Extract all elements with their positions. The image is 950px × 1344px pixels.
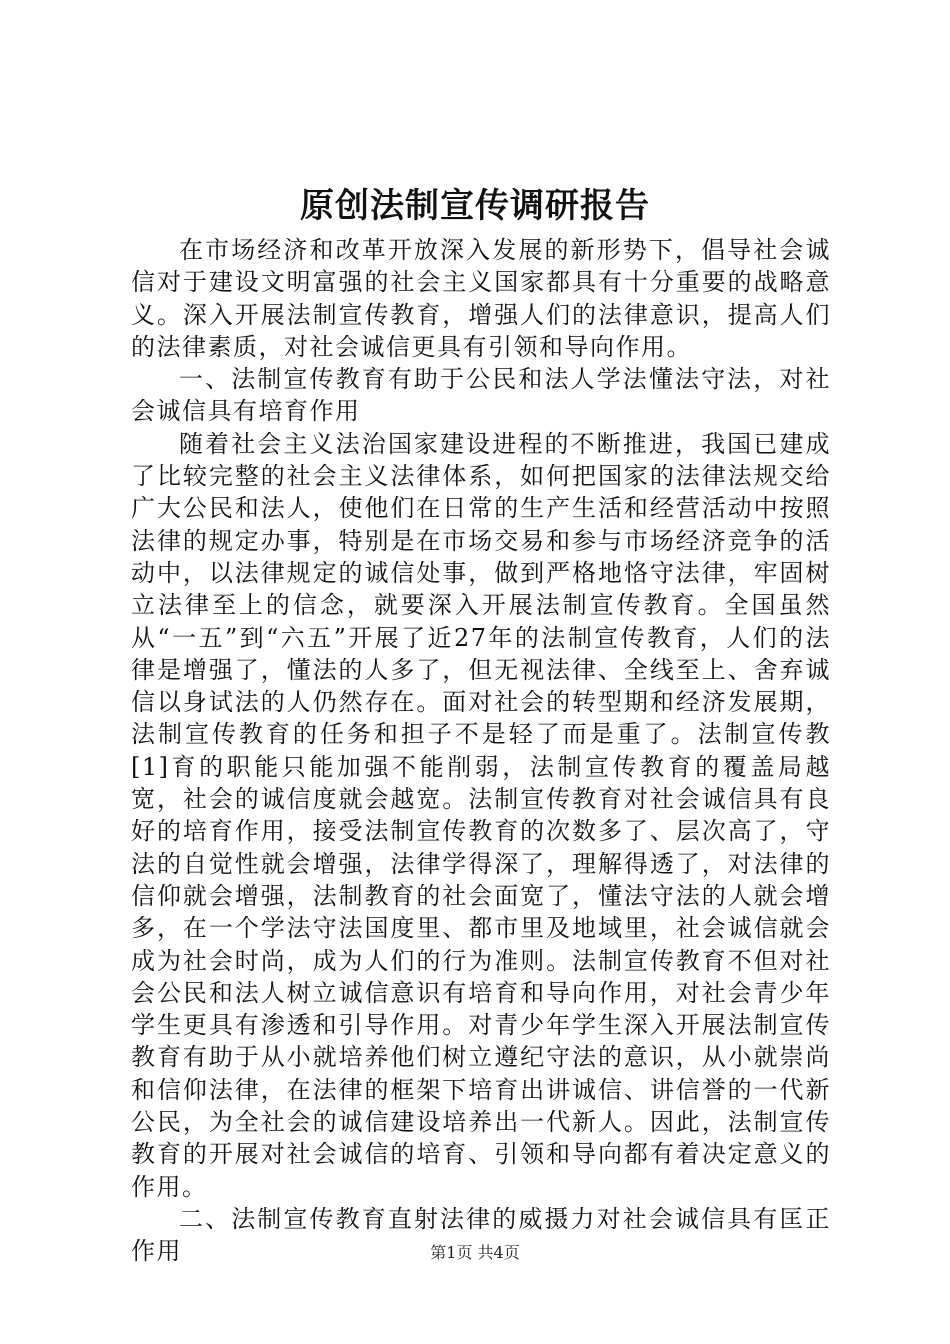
page-footer: 第1页 共4页	[430, 1243, 520, 1262]
intro-paragraph: 在市场经济和改革开放深入发展的新形势下，倡导社会诚信对于建设文明富强的社会主义国家都具有十分重要的战略意义。深入开展法制宣传教育，增强人们的法律意识，提高人们的法律素质，对社会诚信更具有引领和导向作用。	[131, 236, 831, 361]
section-heading-2: 二、法制宣传教育直射法律的威摄力对社会诚信具有匡正作用	[131, 1204, 831, 1266]
section-heading-1: 一、法制宣传教育有助于公民和法人学法懂法守法，对社会诚信具有培育作用	[131, 365, 831, 426]
document-title: 原创法制宣传调研报告	[300, 186, 650, 226]
section-1-paragraph: 随着社会主义法治国家建设进程的不断推进，我国已建成了比较完整的社会主义法律体系，如何把国家的法律法规交给广大公民和法人，使他们在日常的生产生活和经营活动中按照法律的规定办事，特别是在市场交易和参与市场经济竞争的活动中，以法律规定的诚信处事，做到严格地恪守法律，牢固树立法律至上的信念，就要深入开展法制宣传教育。全国虽然从“一五”到“六五”开展了近27年的法制宣传教育，人们的法律是增强了，懂法的人多了，但无视法律、全线至上、舍弃诚信以身试法的人仍然存在。面对社会的转型期和经济发展期，法制宣传教育的任务和担子不是轻了而是重了。法制宣传教[1]育的职能只能加强不能削弱，法制宣传教育的覆盖局越宽，社会的诚信度就会越宽。法制宣传教育对社会诚信具有良好的培育作用，接受法制宣传教育的次数多了、层次高了，守法的自觉性就会增强，法律学得深了，理解得透了，对法律的信仰就会增强，法制教育的社会面宽了，懂法守法的人就会增多，在一个学法守法国度里、都市里及地域里，社会诚信就会成为社会时尚，成为人们的行为准则。法制宣传教育不但对社会公民和法人树立诚信意识有培育和导向作用，对社会青少年学生更具有渗透和引导作用。对青少年学生深入开展法制宣传教育有助于从小就培养他们树立遵纪守法的意识，从小就崇尚和信仰法律，在法律的框架下培育出讲诚信、讲信誉的一代新公民，为全社会的诚信建设培养出一代新人。因此，法制宣传教育的开展对社会诚信的培育、引领和导向都有着决定意义的作用。	[131, 429, 831, 1201]
document-body	[131, 234, 831, 1268]
